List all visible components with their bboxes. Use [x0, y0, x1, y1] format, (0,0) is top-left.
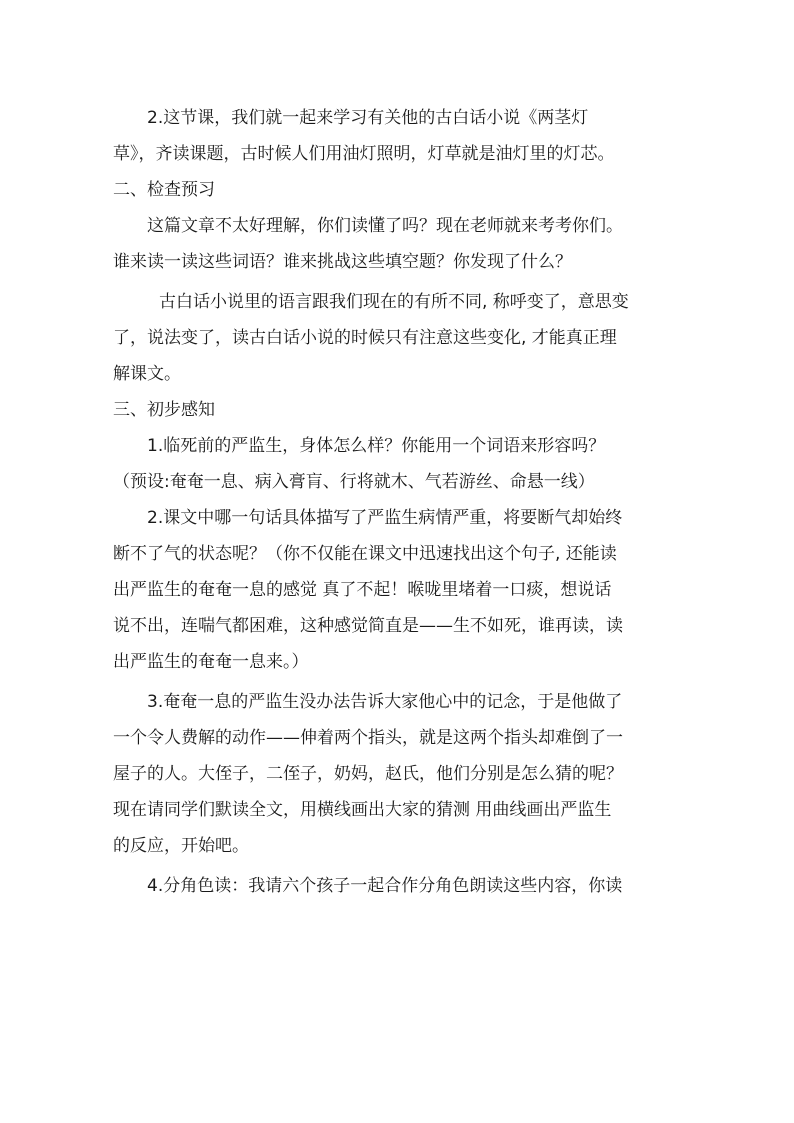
paragraph-line: 了，说法变了，读古白话小说的时候只有注意这些变化, 才能真正理: [113, 328, 617, 348]
paragraph-line: 这篇文章不太好理解，你们读懂了吗？现在老师就来考考你们。: [147, 216, 623, 236]
paragraph-line: （预设:奄奄一息、病入膏肓、行将就木、气若游丝、命悬一线）: [113, 472, 595, 492]
paragraph-line: 断不了气的状态呢？（你不仅能在课文中迅速找出这个句子, 还能读: [113, 544, 617, 564]
paragraph-line: 谁来读一读这些词语？谁来挑战这些填空题？你发现了什么？: [113, 252, 572, 272]
paragraph-line: 古白话小说里的语言跟我们现在的有所不同, 称呼变了，意思变: [159, 292, 629, 312]
paragraph-line: 的反应，开始吧。: [113, 836, 249, 856]
paragraph-line: 2.这节课，我们就一起来学习有关他的古白话小说《两茎灯: [147, 108, 589, 128]
paragraph-line: 说不出，连喘气都困难，这种感觉简直是——生不如死，谁再读，读: [113, 616, 623, 636]
paragraph-line: 解课文。: [113, 364, 181, 384]
paragraph-line: 4.分角色读：我请六个孩子一起合作分角色朗读这些内容，你读: [147, 876, 623, 896]
paragraph-line: 屋子的人。大侄子，二侄子，奶妈，赵氏，他们分别是怎么猜的呢？: [113, 764, 623, 784]
paragraph-line: 出严监生的奄奄一息来。）: [113, 652, 309, 672]
section-heading: 二、检查预习: [113, 180, 215, 200]
paragraph-line: 3.奄奄一息的严监生没办法告诉大家他心中的记念，于是他做了: [147, 692, 623, 712]
paragraph-line: 1.临死前的严监生，身体怎么样？你能用一个词语来形容吗？: [147, 436, 606, 456]
paragraph-line: 现在请同学们默读全文，用横线画出大家的猜测 用曲线画出严监生: [113, 800, 612, 820]
paragraph-line: 2.课文中哪一句话具体描写了严监生病情严重，将要断气却始终: [147, 508, 623, 528]
section-heading: 三、初步感知: [113, 400, 215, 420]
paragraph-line: 出严监生的奄奄一息的感觉 真了不起！喉咙里堵着一口痰，想说话: [113, 580, 612, 600]
paragraph-line: 一个令人费解的动作——伸着两个指头，就是这两个指头却难倒了一: [113, 728, 623, 748]
document-body: [113, 100, 681, 904]
paragraph-line: 草》，齐读课题，古时候人们用油灯照明，灯草就是油灯里的灯芯。: [113, 144, 615, 164]
